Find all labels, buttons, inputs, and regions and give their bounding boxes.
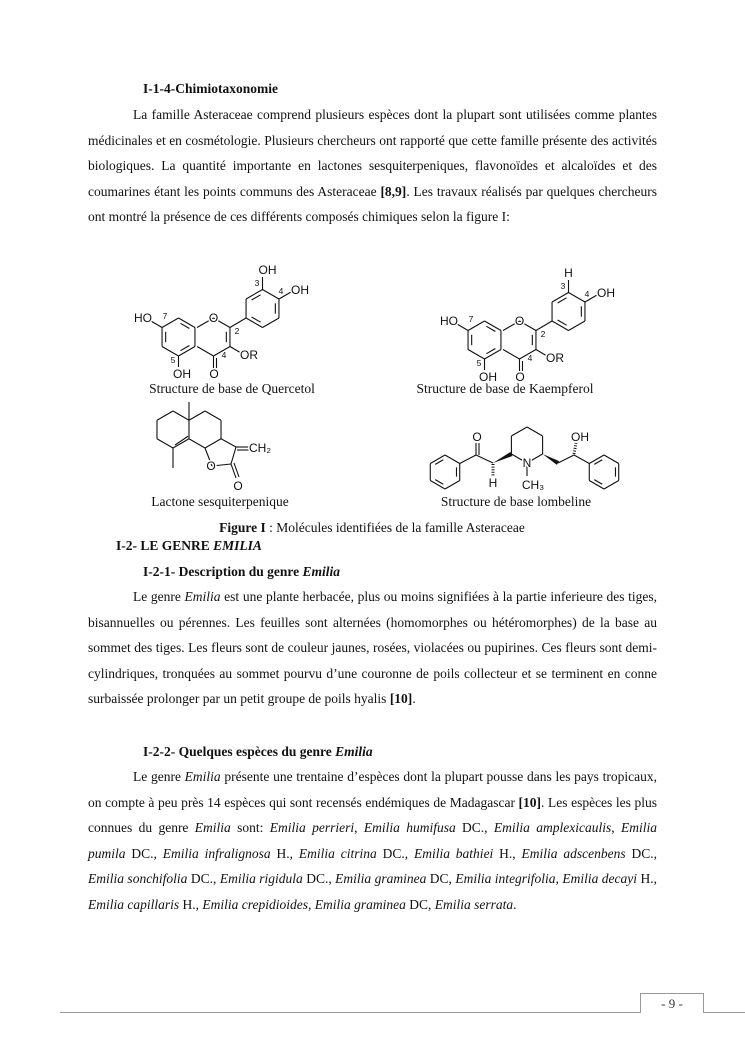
text-run: H., [637, 871, 657, 887]
bond [173, 411, 189, 420]
text-run: I-2- LE GENRE [116, 538, 214, 553]
text-run: DC., [455, 820, 494, 836]
atom-label: O [206, 459, 216, 473]
text-run: sont: [230, 820, 270, 836]
bond [263, 290, 279, 300]
atom-label: O [515, 370, 525, 384]
bond [221, 439, 236, 447]
bold-text: [10] [389, 691, 413, 707]
locant-label: 3 [254, 278, 260, 288]
bond [552, 293, 568, 303]
section-heading-genre-emilia [88, 536, 657, 556]
atom-label: OH [173, 367, 191, 381]
locant-label: 7 [468, 314, 474, 324]
bond [604, 455, 619, 464]
text-run: I-2-2- Quelques espèces du genre [143, 744, 336, 759]
bond [589, 481, 604, 490]
italic-text: Emilia humifusa [363, 820, 456, 836]
atom-label: CH₃ [521, 478, 545, 492]
locant-label: 5 [170, 355, 176, 365]
italic-text: Emilia rigidula [219, 871, 303, 887]
wedge-bond [543, 454, 560, 465]
text-run: . [412, 691, 416, 707]
italic-text: Emilia perrieri [269, 820, 355, 836]
italic-text: Emilia amplexicaulis [493, 820, 612, 836]
bond [485, 350, 501, 360]
locant-label: 4 [221, 350, 227, 360]
bond [511, 427, 527, 436]
italic-text: Emilia capillaris [88, 896, 180, 912]
text-run: Le genre [133, 589, 185, 604]
bond [205, 439, 221, 448]
italic-text: Emilia [184, 769, 221, 784]
text-run: est une plante herbacée, plus ou moins signifiées à la partie inferieure des tiges, bisannuelles ou pérennes. Les feuilles sont alternées (homomorphes ou hétéromorphes) de la base au sommet des tiges. Les fleurs sont de couleur jaunes, rosées, violacées ou pupirines. Ces fleurs sont demi-cylindriques, tronquées au sommet pourvu d’une couronne de poils collecteur et se terminent en conne surbaissée prolonger par un petit groupe de poils hyalis [88, 589, 658, 707]
paragraph-description [88, 584, 657, 712]
atom-label: OR [546, 351, 564, 365]
italic-text: Emilia graminea [335, 871, 427, 887]
atom-label: CH₂ [249, 441, 271, 455]
bond [485, 321, 501, 331]
bond [263, 318, 279, 328]
locant-label: 3 [560, 281, 566, 291]
italic-text: Emilia adscenbens [521, 845, 626, 861]
bond [197, 347, 213, 357]
italic-text: Emilia citrina [298, 845, 377, 861]
atom-label: H [564, 266, 573, 280]
bond [574, 455, 589, 464]
atom-label: O [209, 367, 219, 381]
section-heading-chimiotaxonomie: I-1-4-Chimiotaxonomie [143, 81, 278, 96]
italic-text: Emilia [184, 589, 221, 604]
text-run: La famille Asteraceae comprend plusieurs espèces dont la plupart sont utilisées comme plantes médicinales et en cosmétologie. Plusieurs chercheurs ont rapporté que cette famille présente des activités biologiques. La quantité importante en lactones sesquiterpeniques, flavonoïdes et alcaloïdes et des coumarines étant les points communs des Asteraceae [88, 107, 657, 199]
caption-kaempferol: Structure de base de Kaempferol [416, 381, 594, 396]
italic-text: Emilia pumila [88, 820, 657, 861]
italic-text: Emilia [335, 744, 373, 759]
italic-text: Emilia integrifolia, Emilia decayi [455, 871, 638, 887]
figure-caption [219, 520, 525, 536]
atom-label: OH [597, 286, 615, 300]
bond [460, 455, 476, 464]
text-run: , [611, 820, 621, 836]
bond [189, 411, 205, 420]
atom-label: OH [479, 370, 497, 384]
text-run: DC., [125, 845, 163, 861]
bond [552, 321, 568, 331]
bond [430, 481, 445, 490]
text-run: . Les espèces les plus connues du genre [88, 794, 657, 836]
italic-text: Emilia graminea [314, 896, 406, 912]
bond [430, 455, 445, 464]
bond [246, 290, 262, 300]
bond [457, 324, 468, 331]
locant-label: 5 [476, 358, 482, 368]
atom-label: O [472, 430, 482, 444]
bond [189, 439, 205, 448]
italic-text: Emilia [302, 564, 341, 579]
bond [179, 318, 195, 328]
atom-label: OH [258, 263, 277, 277]
atom-label: N [522, 456, 532, 470]
text-run: . [513, 896, 517, 912]
bond [231, 447, 236, 464]
text-run: . Les travaux réalisés par quelques chercheurs ont montré la présence de ces différents composés chimiques selon la figure I: [88, 183, 657, 225]
bond [157, 439, 173, 448]
text-run: Le genre [133, 769, 185, 784]
bond [205, 411, 221, 420]
locant-label: 4 [527, 353, 533, 363]
bond [558, 455, 574, 463]
bond [445, 481, 460, 490]
text-run: DC., [302, 871, 336, 887]
bold-text: Figure I [219, 520, 266, 535]
caption-lobeline: Structure de base lombeline [440, 494, 592, 509]
bond [173, 439, 189, 448]
italic-text: Emilia infralignosa [162, 845, 271, 861]
bold-text: [8,9] [380, 183, 407, 199]
locant-label: 4 [278, 286, 284, 296]
text-run: présente une trentaine d’espèces dont la plupart pousse dans les pays tropicaux, on compte à peu près 14 espèces qui sont recensés endémiques de Madagascar [88, 769, 657, 810]
section-heading-especes [88, 739, 657, 765]
atom-label: OH [291, 283, 309, 297]
text-run: H., [270, 845, 299, 861]
italic-text: Emilia bathiei [413, 845, 494, 861]
atom-label: H [488, 476, 498, 490]
text-run: , [354, 820, 364, 836]
bond [569, 321, 585, 331]
text-run: DC., [625, 845, 658, 861]
atom-label: OH [571, 430, 589, 444]
hashed-bond [574, 443, 576, 454]
page-number: - 9 - [640, 993, 704, 1013]
atom-label: OR [240, 348, 258, 362]
bold-text: [10] [518, 794, 542, 810]
locant-label: 4 [584, 289, 590, 299]
bond [151, 321, 162, 328]
atom-label: O [233, 479, 243, 493]
text-run: DC, [426, 871, 456, 887]
bond [589, 455, 604, 464]
section-heading-description [88, 559, 657, 585]
atom-label: HO [440, 314, 458, 328]
caption-quercetol: Structure de base de Quercetol [149, 381, 315, 396]
atom-label: O [514, 314, 525, 328]
text-run: DC, [405, 896, 435, 912]
italic-text: Emilia sonchifolia [88, 871, 188, 887]
bond [445, 455, 460, 464]
wedge-bond [493, 452, 512, 463]
bond [527, 427, 543, 436]
bond [157, 411, 173, 420]
bond [476, 455, 493, 463]
atom-label: O [208, 311, 219, 325]
italic-text: Emilia [194, 820, 231, 836]
bond [604, 481, 619, 490]
text-run: H., [179, 896, 203, 912]
locant-label: 2 [234, 326, 240, 336]
text-run: DC., [187, 871, 220, 887]
text-run: : Molécules identifiées de la famille Asteraceae [265, 520, 525, 535]
bond [246, 318, 262, 328]
text-run: I-2-1- Description du genre [143, 564, 303, 579]
locant-label: 7 [162, 311, 168, 321]
italic-text: EMILIA [213, 538, 262, 553]
bond [569, 293, 585, 303]
bond [179, 347, 195, 357]
atom-label: HO [134, 311, 152, 325]
text-run: H., [493, 845, 522, 861]
text-run: DC., [376, 845, 414, 861]
bond [503, 350, 519, 360]
paragraph-especes [88, 764, 657, 918]
italic-text: Emilia serrata [434, 896, 514, 912]
locant-label: 2 [540, 329, 546, 339]
italic-text: Emilia crepidioides, [202, 896, 312, 912]
caption-lactone: Lactone sesquiterpenique [151, 494, 289, 509]
